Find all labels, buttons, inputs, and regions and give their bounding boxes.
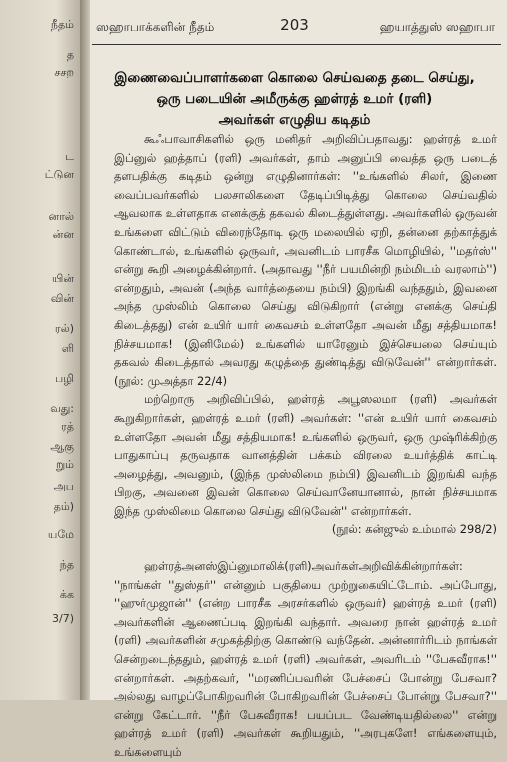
paragraph: ஹள்ரத்அனஸ்இப்னுமாலிக்(ரளி)அவர்கள்அறிவிக்கின்றார்கள்: ''நாங்கள் ''துஸ்தர்'' என்னும் பகுதியை முற்றுகையிட்டோம். அப்போது, ''ஹுர்முஜான்'' (என்ற பாரசீக அரசர்களில் ஒருவர்) ஹள்ரத் உமர் (ரளி) அவர்களின் ஆணைப்படி இறங்கி வந்தார். அவரை நான் ஹள்ரத் உமர் (ரளி) அவர்களின் சமுகத்திற்கு கொண்டு வந்தேன். அன்னார்ரிடம் நாங்கள் சென்றடைந்ததும், ஹள்ரத் உமர் (ரளி) அவர்கள், அவரிடம் ''பேசுவீராக!'' என்றார்கள். அதற்கவர், ''மரணிப்பவரின் பேச்சைப் போன்று பேசவா? அல்லது வாழப்போகிறவரின் போகிறவரின் பேச்சைப் போன்று பேசவா?'' என்று கேட்டார். ''நீர் பேசுவீராக! பயப்பட வேண்டியதில்லை'' என்று ஹள்ரத் உமர் (ரளி) அவர்கள் கூறியதும், ''அரபுகளே! எங்களையும், உங்களையும் [114,559,497,759]
previous-page-fragment: யின் [52,272,74,285]
previous-page-fragment: ளி [61,342,74,355]
previous-page-fragment: அப [53,480,74,493]
previous-page-fragment: ட [65,150,74,163]
previous-page-fragment: க்க [59,588,74,601]
previous-page-fragment: தம்) [53,500,74,513]
header-right-title: ஹயாத்துஸ் ஸஹாபா [379,20,495,34]
title-line: ஒரு படையின் அமீருக்கு ஹள்ரத் உமர் (ரளி) [156,91,433,107]
previous-page-fragment: த [66,48,74,61]
section-title [90,68,499,131]
previous-page-fragment: ஆகு [50,440,74,453]
paragraph: கூஃபாவாசிகளில் ஒரு மனிதர் அறிவிப்பதாவது: ஹள்ரத் உமர் இப்னுல் ஹத்தாப் (ரளி) அவர்கள், தாம் அனுப்பி வைத்த ஒரு படைத் தளபதிக்கு கடிதம் ஒன்று எழுதினார்கள்: ''உங்களில் சிலர், இணை வைப்பவர்களில் பலசாலிகளை தேடிப்பிடித்து கொலை செய்வதில் ஆவலாக உள்ளதாக எனக்குத் தகவல் கிடைத்துள்ளது. அவர்களில் ஒருவன் உங்களை விட்டும் விரைந்தோடி ஒரு மலையில் ஏறி, தன்னை தற்காத்துக் கொண்டால், உங்களில் ஒருவர், அவனிடம் பாரசீக மொழியில், ''மதர்ஸ்'' என்று கூறி அழைக்கின்றார். (அதாவது ''நீர் பயமின்றி நம்மிடம் வரலாம்'') என்றதும், அவன் (அந்த வார்த்தையை நம்பி) இறங்கி வந்ததும், இவனை அந்த முஸ்லிம் கொலை செய்து விடுகிறார் (என்று எனக்கு செய்தி கிடைத்தது) என் உயிர் யார் கைவசம் உள்ளதோ அவன் மீது சத்தியமாக! நிச்சயமாக! (இனிமேல்) உங்களில் யாரேனும் இச்செயலை செய்யும் தகவல் கிடைத்தால் அவரது கழுத்தை துண்டித்து விடுவேன்'' என்றார்கள். (நூல்: முஅத்தா 22/4) [114,132,497,388]
running-header [90,16,499,38]
previous-page-fragment: 3/7) [52,612,74,625]
paragraph: மற்றொரு அறிவிப்பில், ஹள்ரத் அபூஸலமா (ரளி) அவர்கள் கூறுகிறார்கள், ஹள்ரத் உமர் (ரளி) அவர்கள்: ''என் உயிர் யார் கைவசம் உள்ளதோ அவன் மீது சத்தியமாக! உங்களில் ஒருவர், ஒரு முஷ்ரிக்கிற்கு பாதுகாப்பு தருவதாக வானத்தின் பக்கம் விரலை உயர்த்திக் காட்டி அழைத்து, அவனும், (இந்த முஸ்லிமை நம்பி) இவனிடம் இறங்கி வந்த பிறகு, அவனை இவன் கொலை செய்வானேயானால், நான் நிச்சயமாக இந்த முஸ்லிமை கொலை செய்து விடுவேன்'' என்றார்கள். [114,392,497,518]
book-gutter [80,0,90,700]
previous-page-fragment: வின் [50,292,74,305]
previous-page-fragment: நீதம் [50,18,74,31]
previous-page-fragment: ன்ன [52,228,74,241]
previous-page-fragment: னால் [48,210,74,223]
header-rule [92,44,501,45]
previous-page-fragment: ந்த [59,558,74,571]
previous-page-fragment: றும் [55,458,74,471]
previous-page-fragment: வது: [50,402,74,415]
previous-page-fragment: ரல்) [54,322,74,335]
paragraph-gap [114,539,497,557]
header-left-title: ஸஹாபாக்களின் நீதம் [96,20,215,34]
previous-page-fragment: ட்டுன [44,168,74,181]
previous-page-fragment: யமே [47,528,74,541]
book-page [90,0,507,759]
page-number: 203 [280,16,309,34]
body-text [114,130,497,762]
previous-page-edge [0,0,80,700]
previous-page-fragment: ரத் [61,420,74,433]
title-line: இணைவைப்பாளர்களை கொலை செய்வதை தடை செய்து, [114,70,475,86]
title-line: அவர்கள் எழுதிய கடிதம் [218,112,371,128]
source-citation: (நூல்: கன்ஜுல் உம்மால் 298/2) [331,522,497,537]
previous-page-fragment: சசற [54,66,74,79]
previous-page-fragment: பழி [54,372,74,385]
